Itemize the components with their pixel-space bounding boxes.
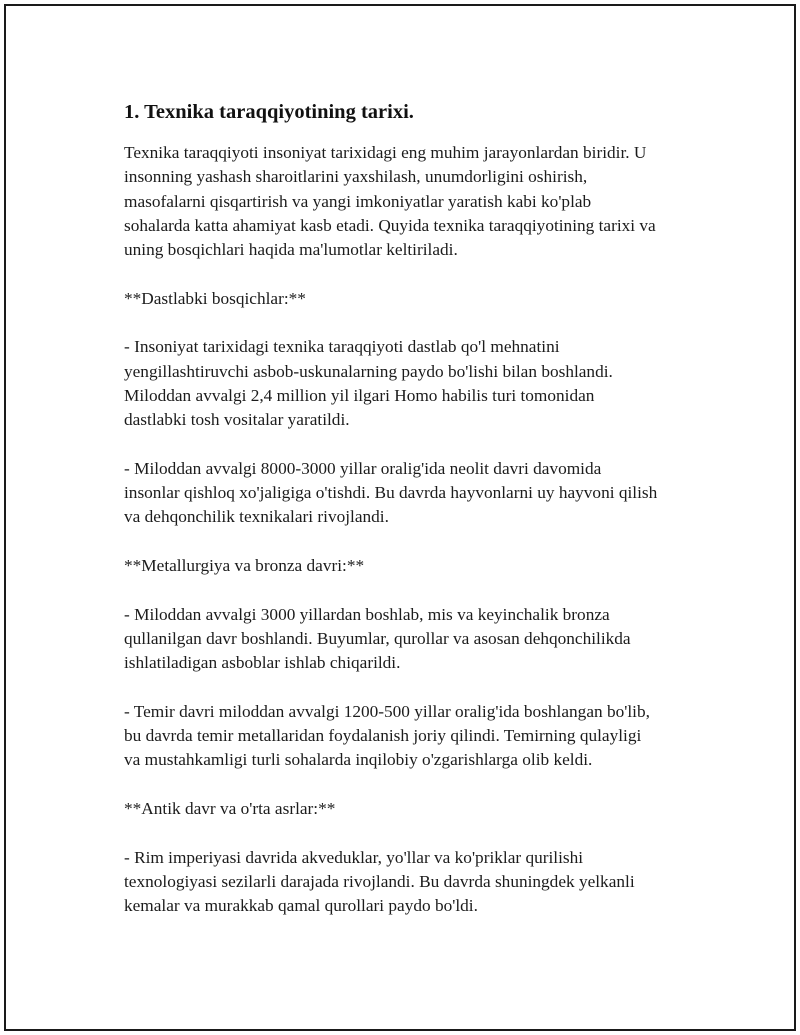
paragraph	[124, 335, 720, 432]
text-line: - Rim imperiyasi davrida akveduklar, yo'llar va ko'priklar qurilishi	[124, 847, 584, 867]
document-body	[120, 98, 720, 919]
paragraph	[124, 141, 720, 262]
text-line: - Insoniyat tarixidagi texnika taraqqiyoti dastlab qo'l mehnatini	[124, 337, 560, 357]
text-line: dastlabki tosh vositalar yaratildi.	[124, 410, 350, 430]
text-line: ishlatiladigan asboblar ishlab chiqarildi.	[124, 653, 401, 673]
text-line: - Miloddan avvalgi 8000-3000 yillar oralig'ida neolit davri davomida	[124, 458, 602, 478]
paragraph	[124, 287, 720, 311]
text-line: - Miloddan avvalgi 3000 yillardan boshlab, mis va keyinchalik bronza	[124, 604, 610, 624]
paragraph	[124, 846, 720, 919]
paragraph	[124, 554, 720, 578]
text-line: sohalarda katta ahamiyat kasb etadi. Quyida texnika taraqqiyotining tarixi va	[124, 215, 656, 235]
text-line: bu davrda temir metallaridan foydalanish joriy qilindi. Temirning qulayligi	[124, 726, 642, 746]
paragraph	[124, 700, 720, 773]
text-line: Texnika taraqqiyoti insoniyat tarixidagi eng muhim jarayonlardan biridir. U	[124, 143, 647, 162]
text-line: **Dastlabki bosqichlar:**	[124, 288, 306, 308]
text-line: qullanilgan davr boshlandi. Buyumlar, qurollar va asosan dehqonchilikda	[124, 628, 631, 648]
text-line: - Temir davri miloddan avvalgi 1200-500 yillar oralig'ida boshlangan bo'lib,	[124, 701, 650, 721]
text-line: va dehqonchilik texnikalari rivojlandi.	[124, 507, 389, 527]
paragraph	[124, 457, 720, 530]
text-line: insonning yashash sharoitlarini yaxshilash, unumdorligini oshirish,	[124, 167, 588, 187]
text-line: kemalar va murakkab qamal qurollari paydo bo'ldi.	[124, 896, 478, 916]
text-line: texnologiyasi sezilarli darajada rivojlandi. Bu davrda shuningdek yelkanli	[124, 871, 635, 891]
text-line: **Antik davr va o'rta asrlar:**	[124, 799, 336, 819]
text-line: va mustahkamligi turli sohalarda inqilobiy o'zgarishlarga olib keldi.	[124, 750, 593, 770]
paragraph	[124, 603, 720, 676]
text-line: insonlar qishloq xo'jaligiga o'tishdi. Bu davrda hayvonlarni uy hayvoni qilish	[124, 483, 658, 503]
paragraph-list	[120, 141, 720, 919]
page-frame	[4, 4, 796, 1031]
text-line: Miloddan avvalgi 2,4 million yil ilgari Homo habilis turi tomonidan	[124, 385, 595, 405]
paragraph	[124, 797, 720, 821]
document-title: 1. Texnika taraqqiyotining tarixi.	[124, 101, 414, 123]
text-line: masofalarni qisqartirish va yangi imkoniyatlar yaratish kabi ko'plab	[124, 191, 592, 211]
text-line: yengillashtiruvchi asbob-uskunalarning paydo bo'lishi bilan boshlandi.	[124, 361, 613, 381]
text-line: **Metallurgiya va bronza davri:**	[124, 556, 365, 576]
text-line: uning bosqichlari haqida ma'lumotlar keltiriladi.	[124, 240, 458, 260]
